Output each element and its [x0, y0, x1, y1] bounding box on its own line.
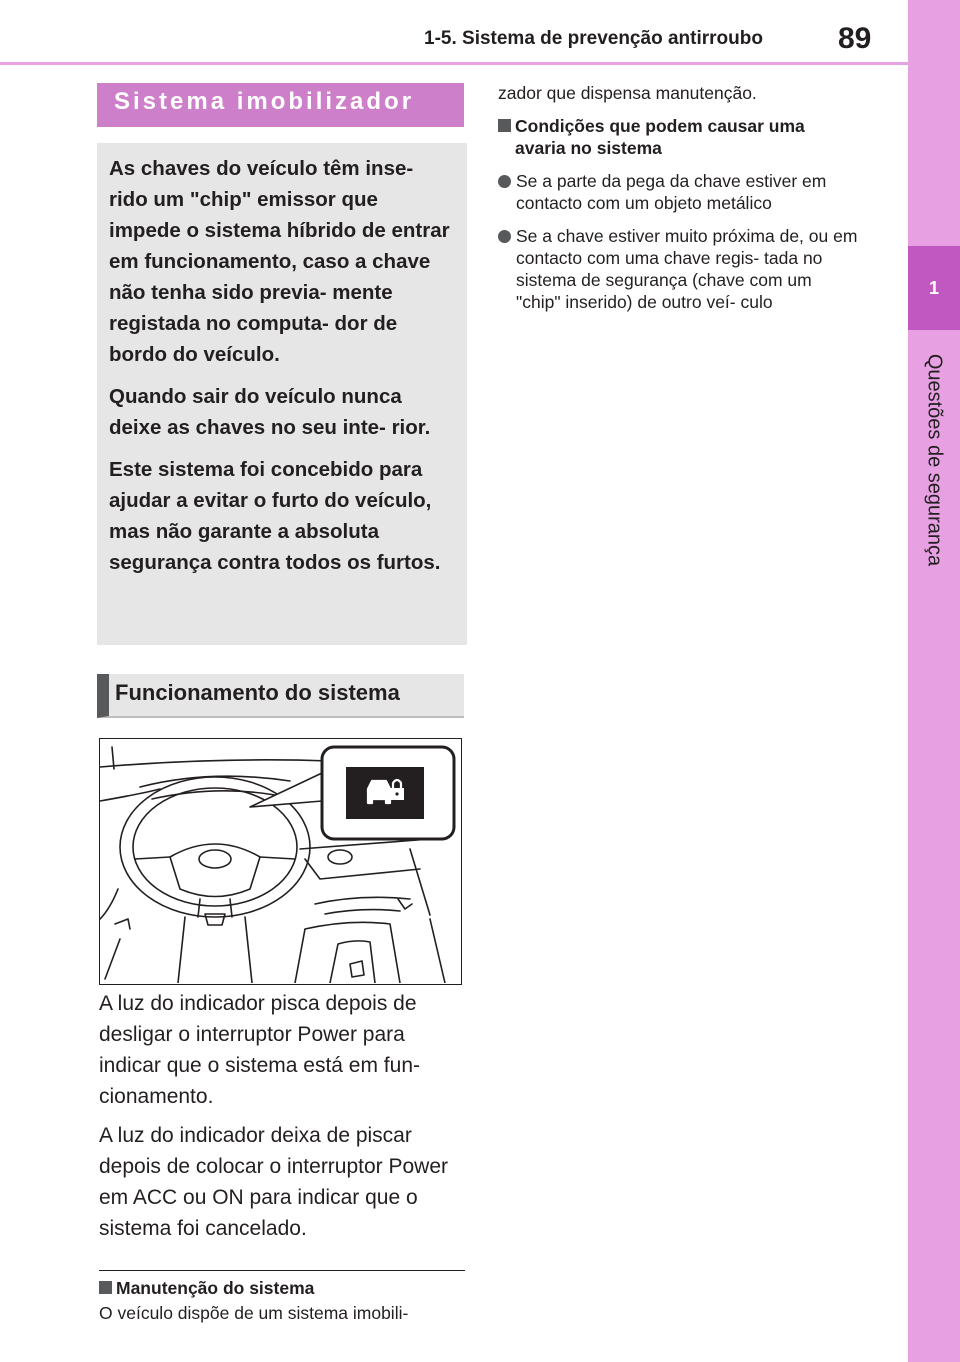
list-item: Se a chave estiver muito próxima de, ou em contacto com uma chave regis- tada no sistema de segurança (chave com um "chip" inserido) de outro veí- culo	[498, 225, 878, 313]
body-paragraph: A luz do indicador pisca depois de desligar o interruptor Power para indicar que o sistema está em fun- cionamento.	[99, 992, 420, 1108]
body-paragraph: A luz do indicador deixa de piscar depois de colocar o interruptor Power em ACC ou ON para indicar que o sistema foi cancelado.	[99, 1124, 449, 1240]
divider	[99, 1270, 465, 1271]
main-title: Sistema imobilizador	[114, 88, 415, 115]
conditions-heading: Condições que podem causar uma avaria no sistema	[498, 115, 878, 159]
chapter-title: 1-5. Sistema de prevenção antirroubo	[424, 28, 763, 49]
subsection-title: Funcionamento do sistema	[115, 680, 400, 705]
dashboard-drawing	[100, 739, 460, 983]
intro-paragraph: Este sistema foi concebido para ajudar a evitar o furto do veículo, mas não garante a absoluta segurança contra todos os furtos.	[109, 458, 441, 574]
intro-box	[97, 143, 467, 645]
round-bullet-icon	[498, 230, 511, 243]
intro-paragraph: Quando sair do veículo nunca deixe as chaves no seu inte- rior.	[109, 385, 431, 439]
intro-paragraph: As chaves do veículo têm inse- rido um "chip" emissor que impede o sistema híbrido de entrar em funcionamento, caso a chave não tenha sido previa- mente registada no computa- dor de bordo do veículo.	[109, 157, 450, 366]
square-bullet-icon	[99, 1281, 112, 1294]
section-title-bar	[97, 83, 464, 127]
square-bullet-icon	[498, 119, 511, 132]
chapter-side-label: Questões de segurança	[923, 353, 946, 567]
header-rule	[0, 62, 908, 65]
maintenance-heading: Manutenção do sistema	[99, 1278, 314, 1299]
maintenance-text-continued: zador que dispensa manutenção.	[498, 83, 757, 103]
dashboard-illustration	[99, 738, 462, 985]
subsection-title-bar	[97, 674, 464, 718]
chapter-side-tab	[908, 0, 960, 1362]
round-bullet-icon	[498, 175, 511, 188]
list-item: Se a parte da pega da chave estiver em contacto com um objeto metálico	[498, 170, 878, 214]
page-number: 89	[838, 22, 872, 55]
maintenance-text: O veículo dispõe de um sistema imobili-	[99, 1303, 409, 1323]
chapter-number-badge: 1	[908, 246, 960, 330]
